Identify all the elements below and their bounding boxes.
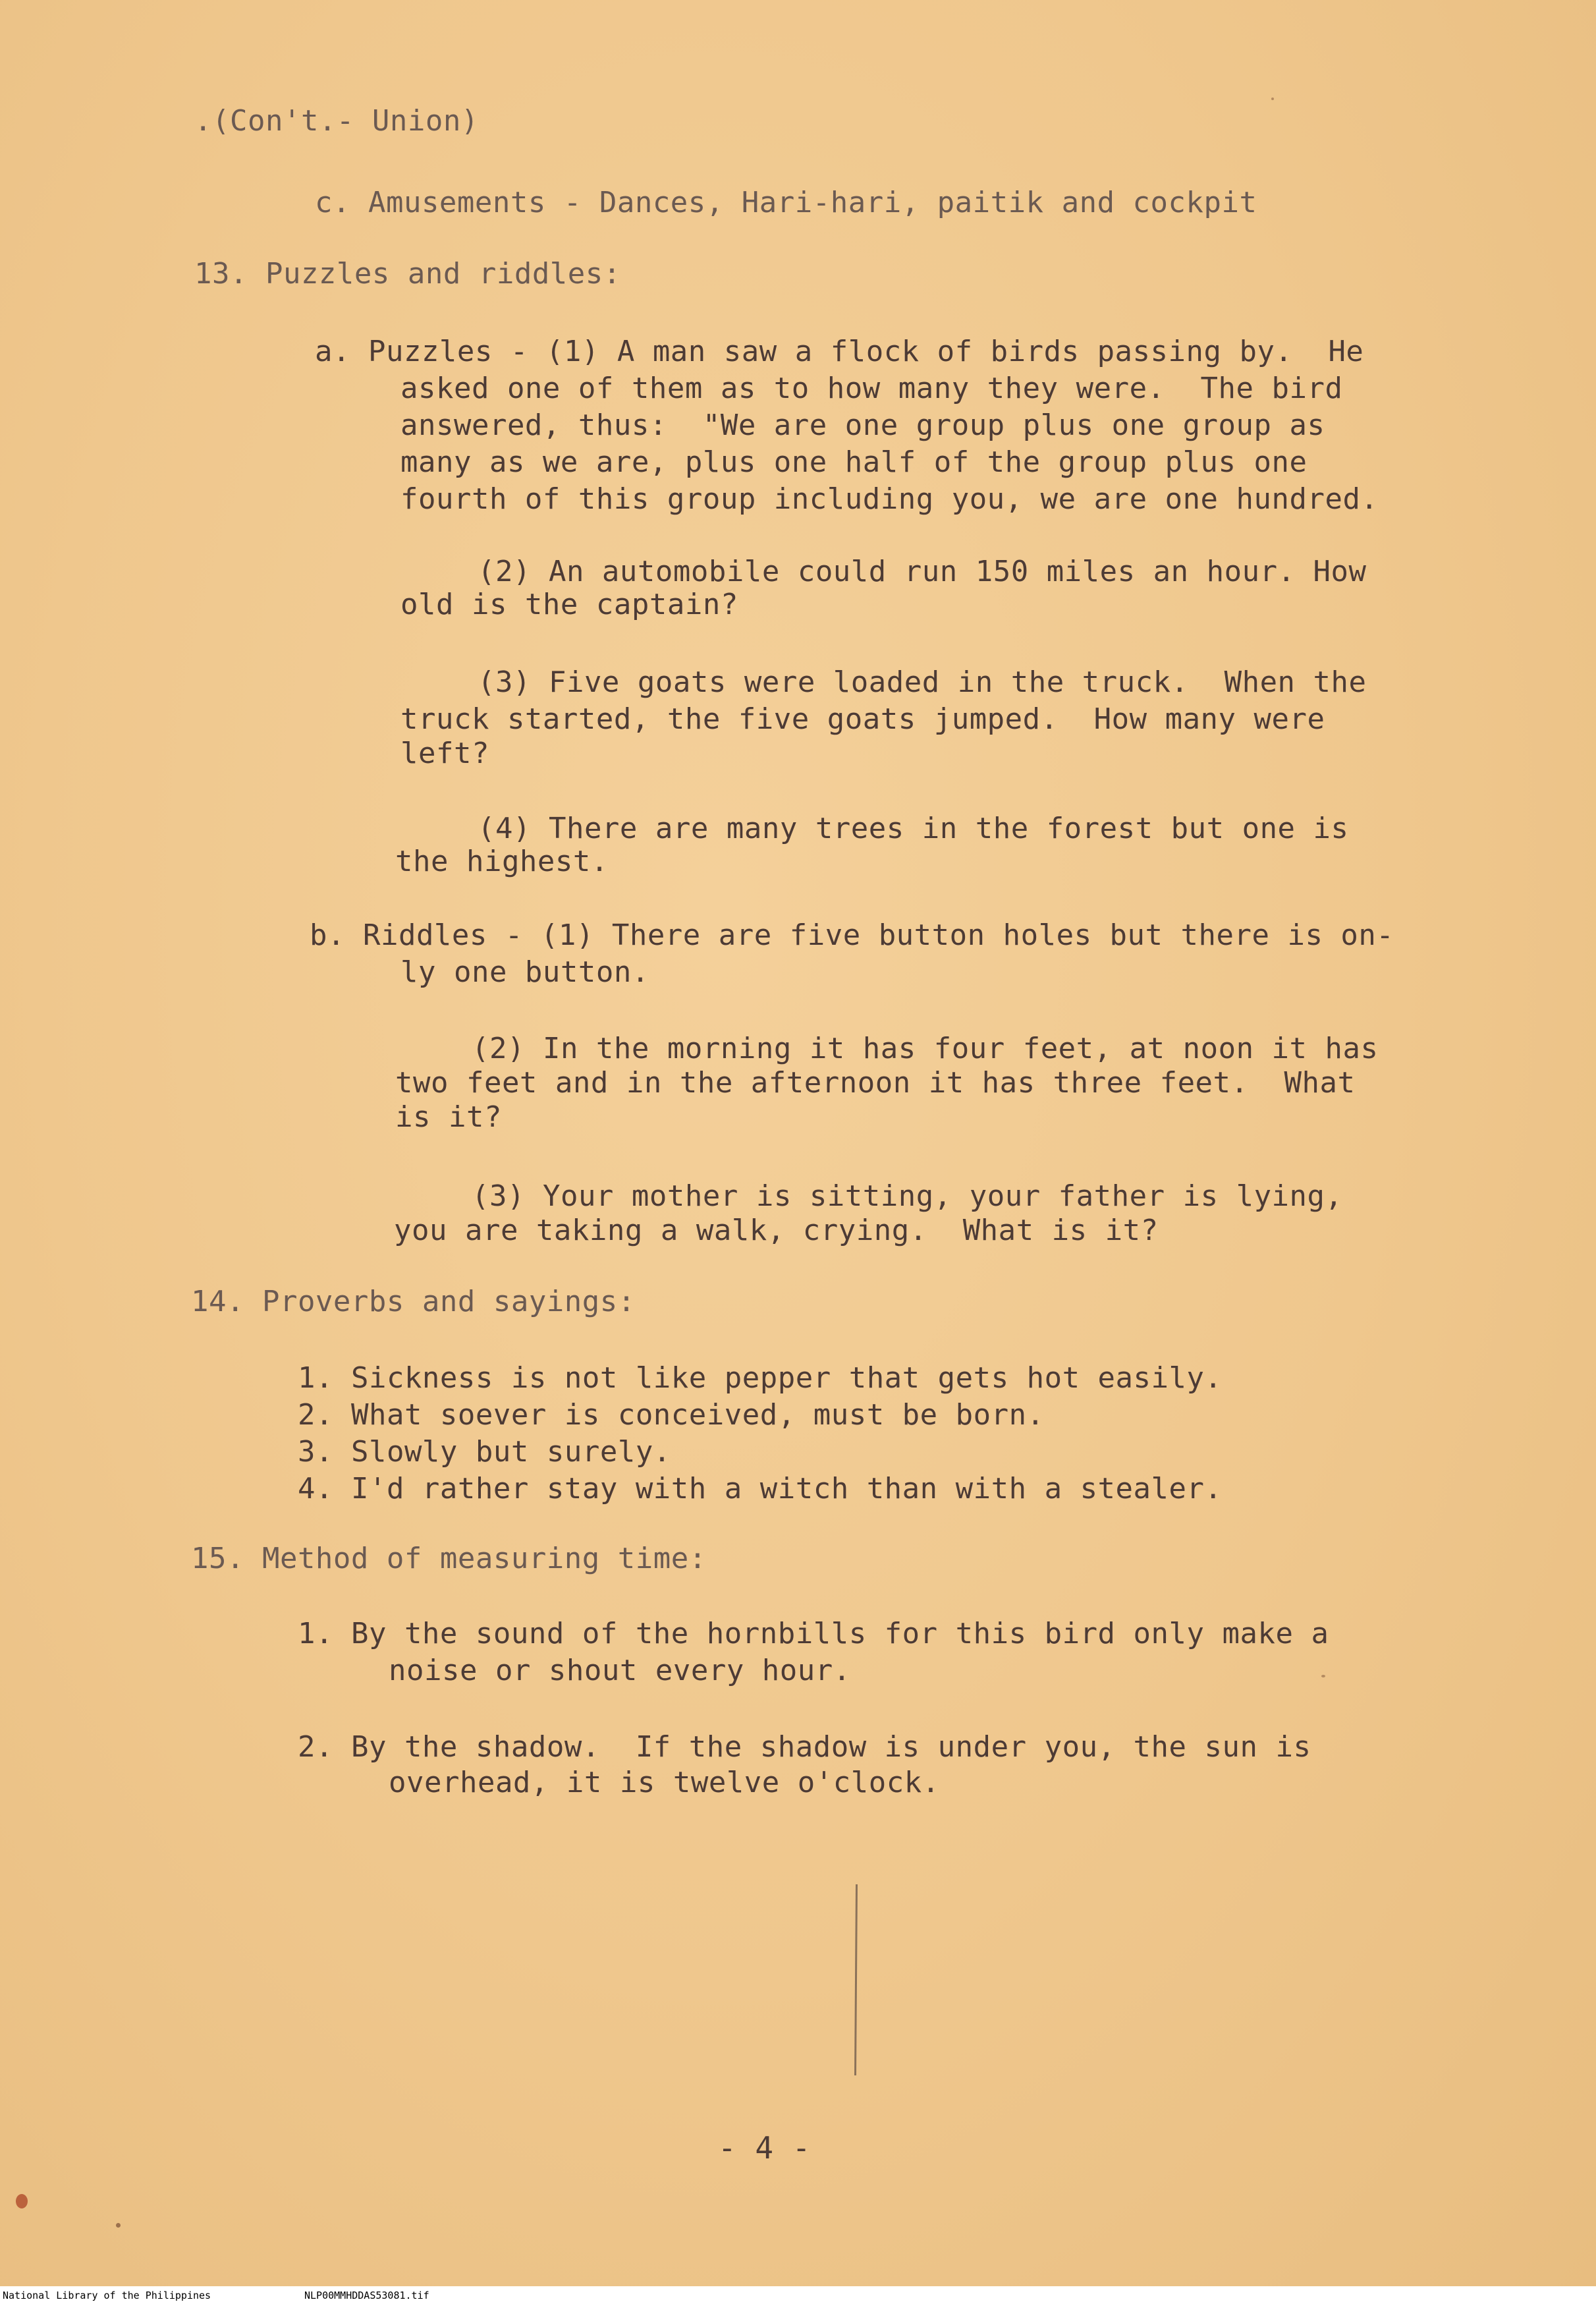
footer-filename: NLP00MMHDDAS53081.tif (304, 2290, 429, 2301)
puzzle-1-line-5: fourth of this group including you, we are one hundred. (400, 482, 1379, 516)
time-method-1-line-2: noise or shout every hour. (389, 1654, 851, 1687)
puzzle-1-line-3: answered, thus: "We are one group plus one group as (400, 408, 1325, 442)
time-method-2-line-2: overhead, it is twelve o'clock. (389, 1766, 940, 1799)
puzzle-4-line-1: (4) There are many trees in the forest but one is (478, 812, 1349, 845)
speck (1321, 1675, 1325, 1677)
speck (1271, 98, 1274, 100)
riddle-1-line-2: ly one button. (400, 955, 649, 989)
puzzle-1-line-2: asked one of them as to how many they were. The bird (400, 372, 1343, 405)
riddle-2-line-3: is it? (395, 1100, 502, 1134)
puzzle-2-line-1: (2) An automobile could run 150 miles an hour. How (478, 555, 1367, 588)
continued-header: .(Con't.- Union) (194, 104, 479, 138)
amusements-line: c. Amusements - Dances, Hari-hari, paitik and cockpit (315, 186, 1257, 219)
puzzle-4-line-2: the highest. (395, 845, 609, 878)
puzzle-3-line-1: (3) Five goats were loaded in the truck. When the (478, 665, 1367, 699)
stain-spot (16, 2194, 28, 2208)
proverb-3: 3. Slowly but surely. (298, 1435, 671, 1469)
puzzle-1-line-1: a. Puzzles - (1) A man saw a flock of birds passing by. He (315, 335, 1364, 368)
section-14-heading: 14. Proverbs and sayings: (191, 1285, 636, 1318)
riddle-3-line-1: (3) Your mother is sitting, your father is lying, (472, 1179, 1343, 1213)
proverb-4: 4. I'd rather stay with a witch than with a stealer. (298, 1472, 1223, 1505)
pencil-mark (854, 1884, 858, 2075)
puzzle-1-line-4: many as we are, plus one half of the group plus one (400, 445, 1307, 479)
proverb-1: 1. Sickness is not like pepper that gets hot easily. (298, 1361, 1223, 1395)
riddle-3-line-2: you are taking a walk, crying. What is it? (394, 1214, 1159, 1247)
time-method-2-line-1: 2. By the shadow. If the shadow is under you, the sun is (298, 1730, 1311, 1764)
section-15-heading: 15. Method of measuring time: (191, 1542, 707, 1575)
riddle-2-line-1: (2) In the morning it has four feet, at noon it has (472, 1032, 1379, 1065)
proverb-2: 2. What soever is conceived, must be born. (298, 1398, 1045, 1432)
puzzle-3-line-2: truck started, the five goats jumped. How many were (400, 702, 1325, 736)
riddle-2-line-2: two feet and in the afternoon it has three feet. What (395, 1066, 1356, 1100)
time-method-1-line-1: 1. By the sound of the hornbills for this bird only make a (298, 1617, 1329, 1650)
puzzle-2-line-2: old is the captain? (400, 588, 738, 621)
page-number: - 4 - (718, 2130, 811, 2166)
scan-footer (0, 2286, 1596, 2306)
speck (116, 2223, 121, 2228)
riddle-1-line-1: b. Riddles - (1) There are five button holes but there is on- (310, 918, 1394, 952)
puzzle-3-line-3: left? (400, 737, 489, 770)
footer-library: National Library of the Philippines (3, 2290, 211, 2301)
section-13-heading: 13. Puzzles and riddles: (194, 257, 621, 291)
